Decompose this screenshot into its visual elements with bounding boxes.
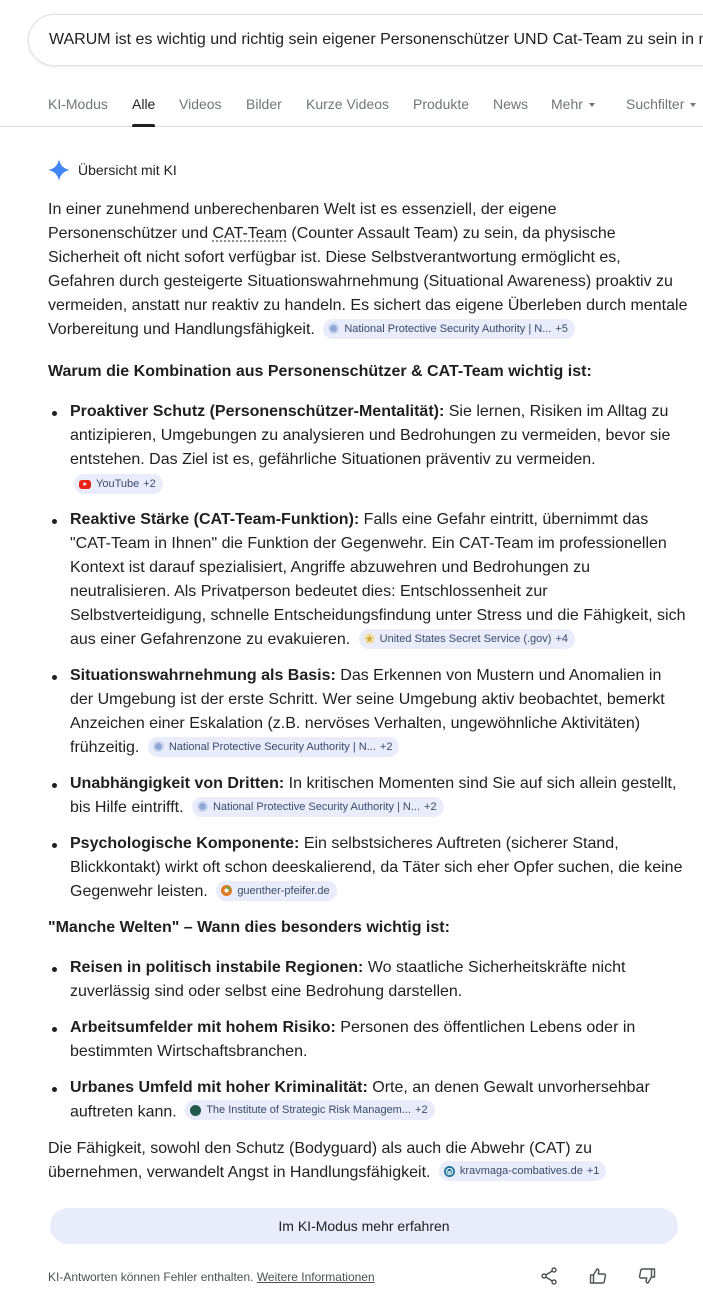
tab-kurze-videos[interactable]: Kurze Videos [306, 96, 390, 112]
citation-chip[interactable] [359, 629, 575, 649]
ai-overview-title: Übersicht mit KI [78, 162, 177, 178]
share-button[interactable] [539, 1266, 559, 1291]
more-info-link[interactable]: Weitere Informationen [256, 1270, 375, 1284]
search-input[interactable] [49, 31, 703, 49]
secret-service-favicon-icon [364, 633, 375, 644]
conclusion-paragraph [48, 1137, 688, 1185]
citation-more: +2 [379, 740, 393, 753]
citation-source: YouTube [96, 478, 140, 490]
citation-chip[interactable] [185, 1100, 434, 1120]
tab-suchfilter[interactable] [626, 96, 696, 112]
thumbs-down-icon [637, 1266, 657, 1286]
citation-source: The Institute of Strategic Risk Managem... [206, 1104, 412, 1116]
npsa-favicon-icon [197, 801, 208, 812]
item-text: Orte, an denen Gewalt unvorhersehbar auftreten kann. [70, 1079, 650, 1121]
npsa-favicon-icon [328, 323, 339, 334]
isrm-favicon-icon [190, 1105, 201, 1116]
item-title: Arbeitsumfelder mit hohem Risiko: [70, 1019, 336, 1036]
item-text: Sie lernen, Risiken im Alltag zu antizipieren, Umgebungen zu analysieren und Bedrohungen zu vermeiden, bevor sie entstehen. Das Ziel ist es, gefährliche Situationen präventiv zu vermeiden. [70, 403, 671, 468]
item-title: Situationswahrnehmung als Basis: [70, 667, 336, 684]
disclaimer-text: KI-Antworten können Fehler enthalten. [48, 1270, 254, 1284]
item-title: Reaktive Stärke (CAT-Team-Funktion): [70, 511, 360, 528]
item-text: Ein selbstsicheres Auftreten (sicherer Stand, Blickkontakt) wirkt oft schon deeskalierend, da Täter sich eher Opfer suchen, die keine Gegenwehr leisten. [70, 835, 683, 900]
cat-team-link[interactable]: CAT-Team [212, 225, 287, 242]
item-text: Falls eine Gefahr eintritt, übernimmt das "CAT-Team in Ihnen" die Funktion der Gegenwehr. Ein CAT-Team im professionellen Kontext ist darauf spezialisiert, Angriffe abzuwehren und Bedrohungen zu neutralisieren. Als Privatperson bedeutet dies: Entschlossenheit zur Selbstverteidigung, schnelle Entscheidungsfindung unter Stress und die Fähigkeit, sich aus einer Gefahrenzone zu evakuieren. [70, 511, 686, 648]
ai-overview-content [48, 198, 688, 1185]
share-icon [539, 1266, 559, 1286]
conclusion-text: Die Fähigkeit, sowohl den Schutz (Bodyguard) als auch die Abwehr (CAT) zu übernehmen, verwandelt Angst in Handlungsfähigkeit. [48, 1139, 592, 1181]
list-item [48, 772, 688, 820]
list-item [48, 400, 688, 496]
citation-more: +5 [555, 322, 568, 335]
thumbs-up-button[interactable] [588, 1266, 608, 1291]
item-text: Personen des öffentlichen Lebens oder in bestimmten Wirtschaftsbranchen. [70, 1019, 636, 1060]
citation-chip[interactable] [216, 881, 336, 901]
tab-alle[interactable]: Alle [132, 96, 156, 112]
tab-mehr[interactable] [551, 96, 595, 112]
citation-more: +1 [586, 1165, 600, 1177]
youtube-icon [79, 480, 91, 489]
citation-more: +2 [143, 478, 156, 490]
thumbs-up-icon [588, 1266, 608, 1286]
item-title: Proaktiver Schutz (Personenschützer-Mentalität): [70, 403, 445, 420]
list-item [48, 1016, 688, 1064]
tab-news[interactable]: News [493, 96, 529, 112]
situations-list [48, 956, 688, 1125]
sparkle-icon [47, 158, 71, 182]
citation-more: +2 [424, 800, 437, 813]
list-item [48, 956, 688, 1004]
reasons-list [48, 400, 688, 904]
item-title: Reisen in politisch instabile Regionen: [70, 959, 364, 976]
thumbs-down-button[interactable] [637, 1266, 657, 1291]
citation-chip[interactable] [74, 474, 163, 494]
citation-source: National Protective Security Authority | N... [212, 800, 421, 813]
citation-chip[interactable] [148, 737, 400, 757]
item-title: Urbanes Umfeld mit hoher Kriminalität: [70, 1079, 368, 1096]
npsa-favicon-icon [153, 741, 164, 752]
list-item [48, 664, 688, 760]
tab-suchfilter-label: Suchfilter [626, 96, 685, 112]
item-title: Unabhängigkeit von Dritten: [70, 775, 285, 792]
guenther-pfeifer-favicon-icon [221, 885, 232, 896]
citation-chip[interactable] [439, 1161, 606, 1181]
intro-paragraph [48, 198, 688, 342]
ai-overview-header [47, 158, 177, 182]
list-item [48, 508, 688, 652]
intro-text-1: In einer zunehmend unberechenbaren Welt ist es essenziell, der eigene Personenschützer und [48, 201, 557, 242]
ki-modus-more-button[interactable]: Im KI-Modus mehr erfahren [50, 1208, 678, 1244]
tab-mehr-label: Mehr [551, 96, 583, 112]
item-text: Wo staatliche Sicherheitskräfte nicht zuverlässig sind oder selbst eine Bedrohung darstellen. [70, 959, 626, 1000]
tab-produkte[interactable]: Produkte [413, 96, 470, 112]
search-bar[interactable] [28, 14, 703, 66]
citation-source: guenther-pfeifer.de [237, 884, 330, 897]
item-text: Das Erkennen von Mustern und Anomalien in der Umgebung ist der erste Schritt. Wer seine Umgebung aktiv beobachtet, bemerkt Anzeichen einer Eskalation (z.B. nervöses Verhalten, ungewöhnliche Aktivitäten) frühzeitig. [70, 667, 665, 756]
citation-chip[interactable] [323, 319, 575, 339]
citation-source: National Protective Security Authority | N... [344, 322, 552, 335]
tab-bilder[interactable]: Bilder [246, 96, 282, 112]
citation-more: +2 [415, 1104, 428, 1116]
citation-source: National Protective Security Authority | N... [168, 740, 376, 753]
chevron-down-icon [690, 103, 696, 107]
citation-chip[interactable] [192, 797, 444, 817]
section-heading: "Manche Welten" – Wann dies besonders wichtig ist: [48, 919, 450, 936]
intro-text-2: (Counter Assault Team) zu sein, da physische Sicherheit oft nicht sofort verfügbar ist. Diese Selbstverantwortung ermöglicht es, Gefahren durch gesteigerte Situationswahrnehmung (Situational Awareness) proaktiv zu vermeiden, anstatt nur reaktiv zu handeln. Es sichert das eigene Überleben durch mentale Vorbereitung und Handlungsfähigkeit. [48, 225, 688, 338]
wordpress-icon [444, 1166, 455, 1177]
item-title: Psychologische Komponente: [70, 835, 300, 852]
list-item [48, 1076, 688, 1125]
search-tabs [0, 84, 703, 127]
citation-source: United States Secret Service (.gov) [379, 632, 552, 645]
citation-more: +4 [555, 632, 568, 645]
tab-videos[interactable]: Videos [179, 96, 222, 112]
ai-disclaimer [48, 1270, 375, 1284]
chevron-down-icon [589, 103, 595, 107]
item-text: In kritischen Momenten sind Sie auf sich allein gestellt, bis Hilfe eintrifft. [70, 775, 677, 816]
section-heading: Warum die Kombination aus Personenschützer & CAT-Team wichtig ist: [48, 363, 592, 380]
tab-ki-modus[interactable]: KI-Modus [48, 96, 108, 112]
citation-source: kravmaga-combatives.de [459, 1165, 583, 1177]
list-item [48, 832, 688, 904]
